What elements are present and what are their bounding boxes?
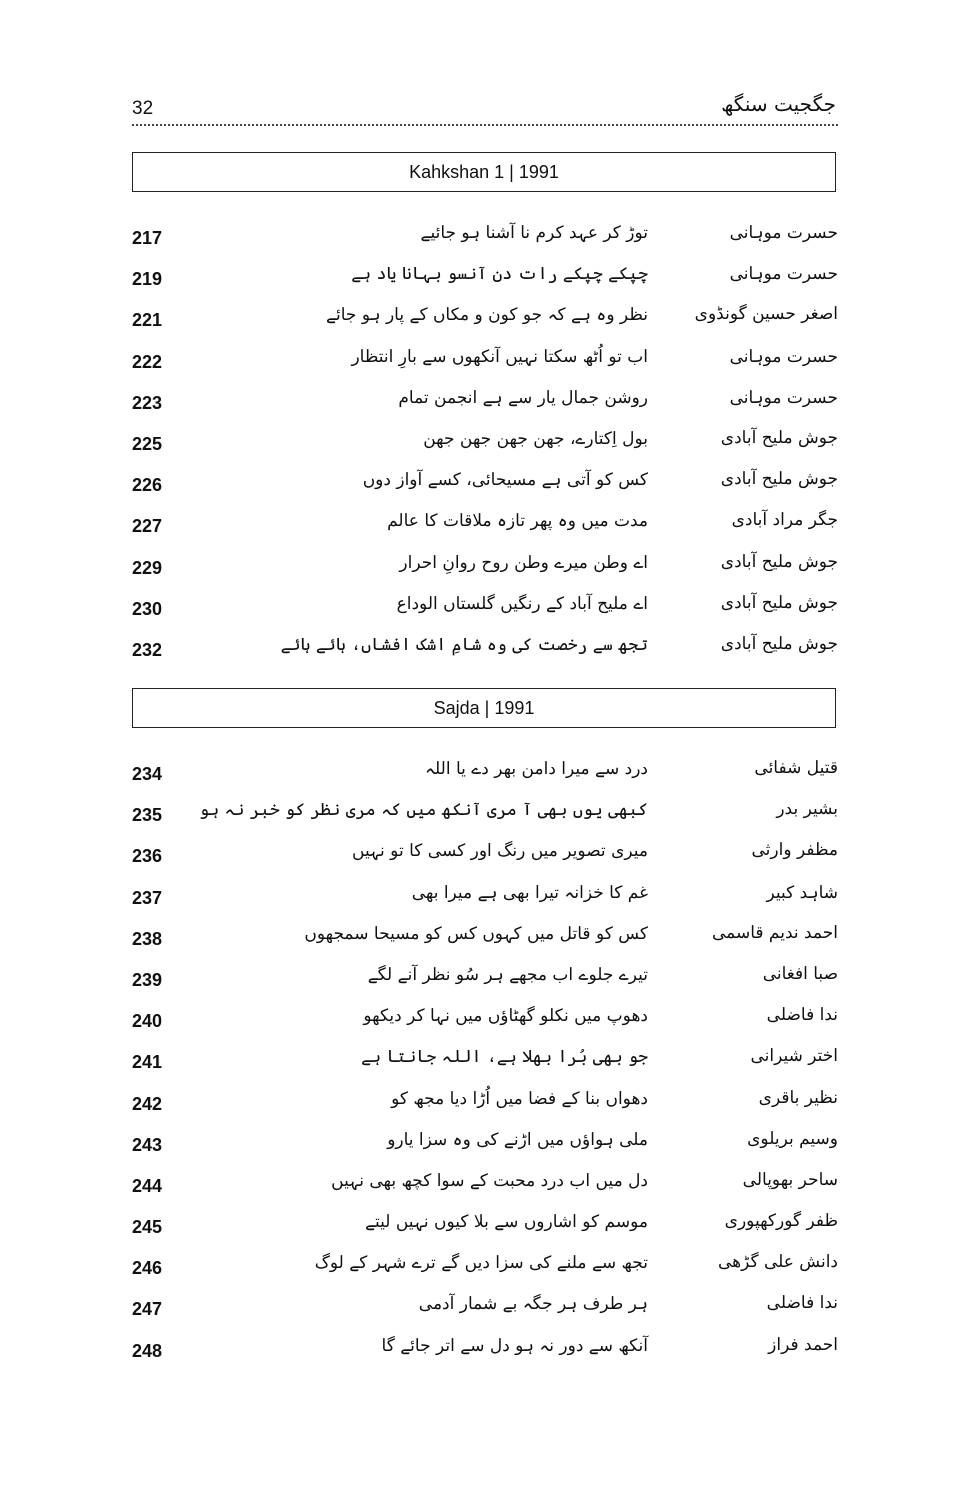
toc-entry xyxy=(132,427,838,471)
entry-ghazal-title: ملی ہواؤں میں اڑنے کی وہ سزا یارو xyxy=(387,1129,648,1150)
toc-entry xyxy=(132,348,838,389)
entry-page-number: 248 xyxy=(132,1340,163,1361)
entry-poet-name: جوش ملیح آبادی xyxy=(720,592,838,613)
toc-entry xyxy=(132,1087,838,1131)
toc-entry xyxy=(132,389,838,430)
entry-page-number: 236 xyxy=(132,846,163,867)
entry-page-number: 243 xyxy=(132,1134,163,1155)
entry-poet-name: جوش ملیح آبادی xyxy=(720,551,838,572)
entry-poet-name: وسیم بریلوی xyxy=(747,1128,838,1149)
running-title: جگجیت سنگھ xyxy=(721,92,836,116)
entry-page-number: 246 xyxy=(132,1258,163,1279)
toc-entry xyxy=(132,760,838,801)
entry-poet-name: ظفر گورکھپوری xyxy=(724,1211,838,1232)
entry-page-number: 247 xyxy=(132,1299,163,1320)
entry-ghazal-title: دھواں بنا کے فضا میں اُڑا دیا مجھ کو xyxy=(391,1088,648,1109)
entry-page-number: 221 xyxy=(132,310,163,331)
entry-ghazal-title: کبھی یوں بھی آ مری آنکھ میں کہ مری نظر کو خبر نہ ہو xyxy=(199,800,648,821)
toc-entry xyxy=(132,265,838,306)
toc-entry xyxy=(132,471,838,512)
entry-poet-name: حسرت موہانی xyxy=(729,223,838,243)
entry-page-number: 242 xyxy=(132,1093,163,1114)
entry-ghazal-title: دھوپ میں نکلو گھٹاؤں میں نہا کر دیکھو xyxy=(363,1006,648,1027)
entry-poet-name: صبا افغانی xyxy=(762,963,838,984)
entry-poet-name: دانش علی گڑھی xyxy=(717,1252,838,1273)
entry-poet-name: بشیر بدر xyxy=(776,799,838,820)
entry-poet-name: اصغر حسین گونڈوی xyxy=(694,304,838,325)
entry-ghazal-title: کس کو قاتل میں کہوں کس کو مسیحا سمجھوں xyxy=(304,923,648,944)
entry-poet-name: شاہد کبیر xyxy=(766,882,838,903)
toc-entry xyxy=(132,224,838,265)
entry-poet-name: ساحر بھوپالی xyxy=(742,1169,838,1190)
entry-page-number: 219 xyxy=(132,269,163,290)
entry-poet-name: حسرت موہانی xyxy=(729,264,838,285)
entry-page-number: 226 xyxy=(132,475,163,496)
toc-entry xyxy=(132,963,838,1007)
entry-page-number: 232 xyxy=(132,639,163,660)
toc-entry xyxy=(132,922,838,966)
entry-ghazal-title: اے وطن میرے وطن روح روانِ احرار xyxy=(399,552,648,573)
entry-poet-name: جوش ملیح آبادی xyxy=(720,469,838,490)
entry-ghazal-title: ہر طرف ہر جگہ بے شمار آدمی xyxy=(418,1294,648,1315)
entry-ghazal-title: تجھ سے ملنے کی سزا دیں گے ترے شہر کے لوگ xyxy=(314,1253,648,1274)
page-number: 32 xyxy=(132,98,154,119)
toc-entry xyxy=(132,1169,838,1213)
toc-entry xyxy=(132,551,838,595)
toc-entry xyxy=(132,1334,838,1378)
entry-ghazal-title: غم کا خزانہ تیرا بھی ہے میرا بھی xyxy=(411,882,648,903)
entry-poet-name: جوش ملیح آبادی xyxy=(720,633,838,654)
entry-poet-name: اختر شیرانی xyxy=(750,1046,838,1067)
entry-page-number: 238 xyxy=(132,928,163,949)
entry-page-number: 234 xyxy=(132,764,163,784)
toc-entry xyxy=(132,801,838,842)
section-list-sajda xyxy=(132,760,838,1378)
entry-ghazal-title: درد سے میرا دامن بھر دے یا اللہ xyxy=(425,759,648,779)
toc-entry xyxy=(132,512,838,553)
toc-entry xyxy=(132,633,838,677)
page-header xyxy=(132,92,838,122)
toc-entry xyxy=(132,1295,838,1336)
entry-ghazal-title: جو بھی بُرا بھلا ہے، اللہ جانتا ہے xyxy=(361,1047,648,1068)
entry-ghazal-title: نظر وہ ہے کہ جو کون و مکاں کے پار ہو جائے xyxy=(326,305,648,326)
entry-ghazal-title: اے ملیح آباد کے رنگیں گلستاں الوداع xyxy=(396,593,648,614)
entry-poet-name: جگر مراد آبادی xyxy=(731,510,838,531)
entry-ghazal-title: اب تو اُٹھ سکتا نہیں آنکھوں سے بارِ انتظار xyxy=(351,346,648,367)
section-list-kahkshan xyxy=(132,224,838,677)
entry-page-number: 222 xyxy=(132,351,163,372)
entry-poet-name: مظفر وارثی xyxy=(751,840,838,861)
entry-poet-name: جوش ملیح آبادی xyxy=(720,427,838,448)
entry-ghazal-title: تیرے جلوے اب مجھے ہر سُو نظر آنے لگے xyxy=(367,964,648,985)
entry-page-number: 235 xyxy=(132,805,163,826)
toc-entry xyxy=(132,1048,838,1089)
entry-poet-name: قتیل شفائی xyxy=(754,758,838,778)
entry-page-number: 237 xyxy=(132,887,163,908)
entry-ghazal-title: چپکے چپکے رات دن آنسو بہانا یاد ہے xyxy=(351,264,648,285)
entry-ghazal-title: میری تصویر میں رنگ اور کسی کا تو نہیں xyxy=(352,841,648,862)
entry-page-number: 225 xyxy=(132,433,163,454)
toc-entry xyxy=(132,592,838,636)
toc-entry xyxy=(132,884,838,925)
entry-page-number: 240 xyxy=(132,1011,163,1032)
entry-page-number: 230 xyxy=(132,598,163,619)
entry-ghazal-title: آنکھ سے دور نہ ہو دل سے اتر جائے گا xyxy=(381,1335,648,1356)
entry-ghazal-title: روشن جمال یار سے ہے انجمن تمام xyxy=(398,387,648,408)
entry-page-number: 245 xyxy=(132,1217,163,1238)
entry-poet-name: حسرت موہانی xyxy=(729,346,838,367)
entry-ghazal-title: موسم کو اشاروں سے بلا کیوں نہیں لیتے xyxy=(365,1212,648,1233)
entry-ghazal-title: مدت میں وہ پھر تازہ ملاقات کا عالم xyxy=(387,511,648,532)
entry-poet-name: احمد فراز xyxy=(768,1334,838,1355)
entry-poet-name: ندا فاضلی xyxy=(766,1293,838,1314)
header-divider xyxy=(132,124,838,126)
toc-entry xyxy=(132,842,838,883)
toc-entry xyxy=(132,1213,838,1254)
entry-page-number: 217 xyxy=(132,228,163,248)
section-heading-kahkshan: Kahkshan 1 | 1991 xyxy=(132,152,836,192)
entry-page-number: 223 xyxy=(132,392,163,413)
entry-ghazal-title: بول اِکتارے، جھن جھن جھن جھن xyxy=(423,428,648,449)
entry-ghazal-title: کس کو آتی ہے مسیحائی، کسے آواز دوں xyxy=(362,470,648,491)
toc-entry xyxy=(132,1128,838,1172)
entry-ghazal-title: دل میں اب درد محبت کے سوا کچھ بھی نہیں xyxy=(331,1170,648,1191)
entry-poet-name: احمد ندیم قاسمی xyxy=(711,922,838,943)
entry-poet-name: حسرت موہانی xyxy=(729,387,838,408)
toc-entry xyxy=(132,306,838,347)
toc-entry xyxy=(132,1007,838,1048)
entry-poet-name: نظیر باقری xyxy=(758,1087,838,1108)
entry-poet-name: ندا فاضلی xyxy=(766,1005,838,1026)
section-heading-sajda: Sajda | 1991 xyxy=(132,688,836,728)
entry-page-number: 241 xyxy=(132,1052,163,1073)
entry-page-number: 239 xyxy=(132,969,163,990)
entry-page-number: 244 xyxy=(132,1175,163,1196)
entry-page-number: 227 xyxy=(132,516,163,537)
entry-ghazal-title: توڑ کر عہد کرم نا آشنا ہو جائیے xyxy=(420,223,648,243)
toc-entry xyxy=(132,1254,838,1295)
entry-page-number: 229 xyxy=(132,557,163,578)
entry-ghazal-title: تجھ سے رخصت کی وہ شامِ اشک افشاں، ہائے ہائے xyxy=(280,634,648,655)
